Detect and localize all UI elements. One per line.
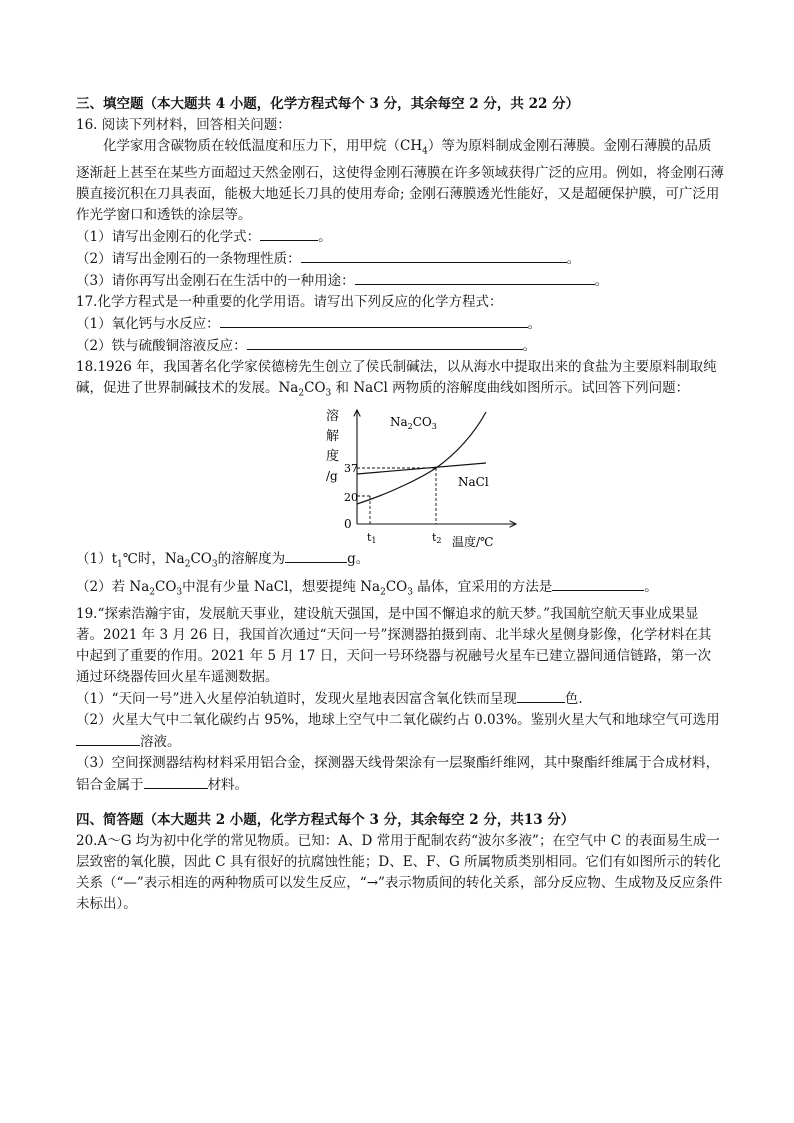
- q17-sub2-blank[interactable]: [247, 335, 523, 350]
- q17-sub2: （2）铁与硫酸铜溶液反应： 。: [76, 335, 724, 357]
- q16-sub2-blank[interactable]: [301, 248, 567, 263]
- solubility-chart: [324, 406, 524, 548]
- section-gap: [76, 796, 724, 810]
- q18-sub2: （2）若 $Na_2CO_3$中混有少量 NaCl，想要提纯 $Na_2CO_3$ 晶体，宜采用的方法是 。: [76, 576, 724, 604]
- series-na2co3-label: $Na_2CO_3$: [390, 415, 437, 432]
- y-axis-label-4: /g: [326, 469, 338, 484]
- section-4-title: 四、简答题（本大题共 2 小题，化学方程式每个 3 分，其余每空 2 分，共13 分）: [76, 811, 575, 828]
- solubility-chart-svg: [324, 406, 524, 548]
- q17-sub1: （1）氧化钙与水反应： 。: [76, 313, 724, 335]
- y-axis-label-2: 解: [326, 429, 340, 445]
- q18-sub1: $(1)t_1℃$时，$Na_2CO_3$的溶解度为 g。: [76, 548, 724, 576]
- q19-sub1: （1）“天问一号”进入火星停泊轨道时，发现火星地表因富含氧化铁而呈现 色.: [76, 688, 724, 710]
- q19-sub3-blank[interactable]: [144, 774, 208, 789]
- q18-stem: 18.1926 年，我国著名化学家侯德榜先生创立了侯氏制碱法，以从海水中提取出来的食盐为主要原料制取纯碱，促进了世界制碱技术的发展。$Na_2CO_3$ 和 NaCl 两物质的溶解度曲线如图所示。试回答下列问题：: [76, 358, 717, 399]
- q18-sub1-blank[interactable]: [285, 548, 347, 563]
- y-tick-20: 20: [344, 491, 358, 505]
- q18-sub2-blank[interactable]: [552, 576, 644, 591]
- q16-sub1: （1）请写出金刚石的化学式： 。: [76, 226, 724, 248]
- q17-sub1-blank[interactable]: [220, 313, 528, 328]
- q16-sub2: （2）请写出金刚石的一条物理性质： 。: [76, 248, 724, 270]
- series-nacl-curve: [357, 463, 486, 474]
- q16-passage: 化学家用含碳物质在较低温度和压力下，用甲烷$(CH_4)$等为原料制成金刚石薄膜。金刚石薄膜的品质逐渐赶上甚至在某些方面超过天然金刚石，这使得金刚石薄膜在许多领域获得广泛的应用。例如，将金刚石薄膜直接沉积在刀具表面，能极大地延长刀具的使用寿命; 金刚石薄膜透光性能好，又是超硬保护膜，可广泛用作光学窗口和透铁的涂层等。: [76, 138, 724, 223]
- series-nacl-label: NaCl: [458, 475, 489, 490]
- q19-stem: 19.“探索浩瀚宇宙，发展航天事业，建设航天强国，是中国不懈追求的航天梦。”我国航空航天事业成果显著。2021 年 3 月 26 日，我国首次通过“天问一号”探测器拍摄到南、北半球火星侧身影像，化学材料在其中起到了重要的作用。2021 年 5 月 17 日，天问一号环绕器与祝融号火星车已建立器间通信链路，第一次通过环绕器传回火星车遥测数据。: [76, 605, 712, 685]
- x-tick-t2: t2: [432, 531, 442, 546]
- y-axis-label-3: 度: [326, 449, 340, 465]
- q19-sub2-blank[interactable]: [76, 731, 140, 746]
- q19-sub1-blank[interactable]: [517, 688, 565, 703]
- q16-sub3: （3）请你再写出金刚石在生活中的一种用途： 。: [76, 270, 724, 292]
- x-axis-label: 温度/℃: [452, 535, 494, 549]
- y-tick-37: 37: [344, 462, 358, 476]
- q19-sub2: （2）火星大气中二氧化碳约占 95%，地球上空气中二氧化碳约占 0.03%。鉴别火星大气和地球空气可选用溶液。: [76, 711, 720, 750]
- exam-page: [76, 94, 724, 915]
- origin-label: 0: [344, 517, 352, 532]
- q19-sub3: （3）空间探测器结构材料采用铝合金，探测器天线骨架涂有一层聚酯纤维网，其中聚酯纤维属于合成材料，铝合金属于 材料。: [76, 754, 720, 793]
- q16-stem: 16. 阅读下列材料，回答相关问题：: [76, 117, 291, 133]
- y-axis-label-1: 溶: [326, 409, 340, 425]
- section-3-title: 三、填空题（本大题共 4 小题，化学方程式每个 3 分，其余每空 2 分，共 22 分）: [76, 96, 580, 112]
- q16-sub3-blank[interactable]: [355, 270, 595, 285]
- q17-stem: 17.化学方程式是一种重要的化学用语。请写出下列反应的化学方程式：: [76, 293, 503, 310]
- x-tick-t1: t1: [367, 531, 377, 546]
- q20-stem: 20.A～G 均为初中化学的常见物质。已知：A、D 常用于配制农药“波尔多液”；在空气中 C 的表面易生成一层致密的氧化膜，因此 C 具有很好的抗腐蚀性能；D、E、F、G 所属物质类别相同。它们有如图所示的转化关系（“—”表示相连的两种物质可以发生反应，“→”表示物质间的转化关系，部分反应物、生成物及反应条件未标出）。: [76, 832, 723, 912]
- q16-sub1-blank[interactable]: [260, 226, 318, 241]
